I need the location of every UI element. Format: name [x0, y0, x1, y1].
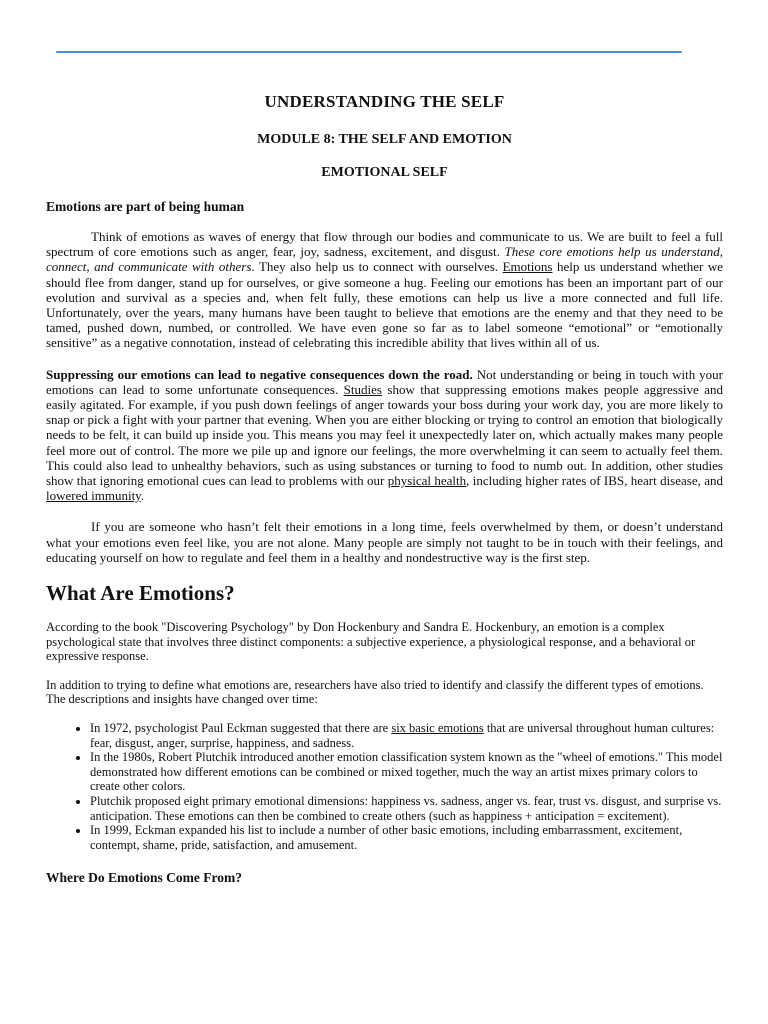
paragraph-emotions-waves [46, 229, 723, 351]
list-item: • In 1999, Eckman expanded his list to include a number of other basic emotions, including embarrassment, excitement, contempt, shame, pride, satisfaction, and amusement. [90, 823, 723, 852]
link-lowered-immunity[interactable]: lowered immunity [46, 488, 141, 504]
list-item: • In the 1980s, Robert Plutchik introduced another emotion classification system known as the "wheel of emotions." This model demonstrated how different emotions can be combined or mixed together, much the way an artist mixes primary colors to create other colors. [90, 750, 723, 794]
text-run: . They also help us to connect with ourselves. [251, 259, 503, 275]
text-run: , including higher rates of IBS, heart disease, and [466, 473, 723, 489]
link-emotions[interactable]: Emotions [502, 259, 553, 275]
italic-text: These core emotions help us understand, connect, and communicate with others [46, 244, 724, 275]
paragraph-definition: According to the book "Discovering Psychology" by Don Hockenbury and Sandra E. Hockenbury, an emotion is a complex psychological state that involves three distinct components: a subjective experience, a physiological response, and a behavioral or expressive response. [46, 620, 696, 664]
paragraph-suppressing [46, 367, 723, 504]
link-six-basic-emotions[interactable]: six basic emotions [391, 721, 484, 736]
heading-emotions-human: Emotions are part of being human [46, 199, 245, 214]
paragraph-not-alone: If you are someone who hasn’t felt their emotions in a long time, feels overwhelmed by them, or doesn’t understand what your emotions even feel like, you are not alone. Many people are simply not taught to be in touch with their feelings, and educating yourself on how to regulate and feel them in a healthy and nondestructive way is the first step. [46, 519, 723, 565]
document-page [46, 92, 723, 886]
heading-where-emotions-come-from: Where Do Emotions Come From? [46, 870, 242, 886]
list-item: • Plutchik proposed eight primary emotional dimensions: happiness vs. sadness, anger vs. fear, trust vs. disgust, and surprise vs. anticipation. These emotions can then be combined to create others (such as happiness + anticipation = excitement). [90, 794, 723, 823]
text-run: In 1972, psychologist Paul Eckman suggested that there are [90, 721, 392, 736]
bold-lead: Suppressing our emotions can lead to negative consequences down the road. [46, 366, 473, 382]
text-run: that are universal throughout human cultures: fear, disgust, anger, surprise, happiness, and sadness. [90, 721, 715, 750]
document-title: UNDERSTANDING THE SELF [264, 92, 505, 111]
link-studies[interactable]: Studies [343, 381, 382, 397]
text-run: help us understand whether we should flee from danger, stand up for ourselves, or give someone a hug. Feeling our emotions has been an important part of our evolution and survival as a species and, when felt fully, these emotions can help us live a more connected and full life. Unfortunately, over the years, many humans have been taught to believe that emotions are the enemy and that they need to be tamed, pushed down, numbed, or controlled. We have even gone so far as to label someone “emotional” or “emotionally sensitive” as a negative connotation, instead of celebrating this incredible ability that lives within all of us. [46, 259, 724, 351]
paragraph-classification: In addition to trying to define what emotions are, researchers have also tried to identify and classify the different types of emotions. The descriptions and insights have changed over time: [46, 677, 704, 707]
text-run: . [140, 488, 145, 504]
text-run: Think of emotions as waves of energy that flow through our bodies and communicate to us. We are built to feel a full spectrum of core emotions such as anger, fear, joy, sadness, excitement, and disgust. [46, 229, 723, 260]
link-physical-health[interactable]: physical health [387, 473, 467, 489]
text-run: show that suppressing emotions makes people aggressive and easily agitated. For example, if you push down feelings of anger towards your boss during your work day, you are more likely to snap or pick a fight with your partner that evening. When you are either blocking or trying to control an emotion that biologically needs to be felt, it can build up inside you. This means you may feel it unexpectedly later on, which actually makes many people feel more out of control. The more we pile up and ignore our feelings, the more overwhelming it can seem to actually feel them. This could also lead to unhealthy behaviors, such as using substances or turning to food to numb out. In addition, other studies show that ignoring emotional cues can lead to problems with our [46, 381, 723, 489]
emotion-theories-list [46, 721, 723, 852]
list-item [90, 721, 723, 750]
module-title: MODULE 8: THE SELF AND EMOTION [257, 132, 512, 147]
top-blue-rule [56, 51, 682, 53]
text-run: Not understanding or being in touch with your emotions can lead to some unfortunate consequences. [46, 366, 723, 397]
section-title: EMOTIONAL SELF [321, 165, 448, 180]
heading-what-are-emotions: What Are Emotions? [46, 581, 235, 606]
